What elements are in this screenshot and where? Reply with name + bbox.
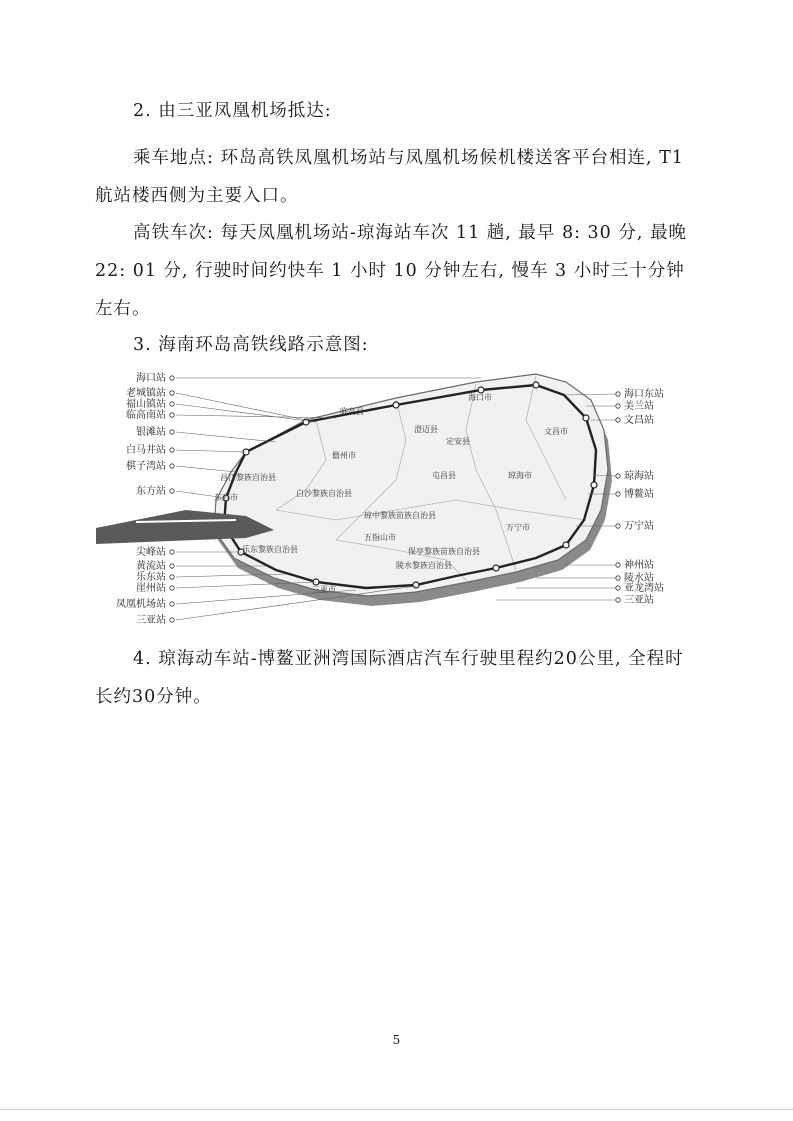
region-label: 临高县: [340, 407, 364, 416]
region-label: 琼海市: [508, 471, 532, 480]
station-label: 黄流站: [136, 561, 166, 572]
region-label: 文昌市: [544, 427, 568, 436]
station-label: 亚龙湾站: [624, 583, 664, 594]
region-label: 昌江黎族自治县: [220, 473, 276, 482]
station-label: 万宁站: [624, 521, 654, 532]
region-label: 保亭黎族苗族自治县: [408, 547, 480, 556]
left-station-labels: [116, 371, 166, 626]
station-label: 临高南站: [126, 410, 166, 421]
right-station-labels: [624, 387, 664, 606]
scan-edge-line: [0, 1109, 793, 1110]
section-3-heading: 3. 海南环岛高铁线路示意图:: [133, 335, 369, 355]
region-label: 陵水黎族自治县: [396, 561, 452, 570]
region-label: 澄迈县: [414, 425, 438, 434]
section-4-text: 4. 琼海动车站-博鳌亚洲湾国际酒店汽车行驶里程约20公里, 全程时长约30分钟。: [95, 649, 684, 707]
station-label: 三亚站: [624, 595, 654, 606]
region-label: 屯昌县: [432, 471, 456, 480]
station-label: 凤凰机场站: [116, 599, 166, 610]
station-label: 福山镇站: [126, 399, 166, 410]
section-2-heading: 2. 由三亚凤凰机场抵达:: [133, 101, 332, 121]
section-2-train-schedule: 高铁车次: 每天凤凰机场站-琼海站车次 11 趟, 最早 8: 30 分, 最晚 22: 01 分, 行驶时间约快车 1 小时 10 分钟左右, 慢车 3 小时三十分钟左右。: [95, 223, 688, 319]
region-label: 万宁市: [506, 523, 530, 532]
region-label: 东方市: [214, 493, 238, 502]
station-label: 博鳌站: [624, 489, 654, 500]
station-label: 东方站: [136, 486, 166, 497]
station-label: 陵水站: [624, 573, 654, 584]
left-label-markers: [170, 376, 174, 622]
station-label: 棋子湾站: [126, 461, 166, 472]
region-label: 儋州市: [332, 451, 356, 460]
station-label: 老城镇站: [126, 388, 166, 399]
region-label: 五指山市: [364, 533, 396, 542]
page-number: 5: [392, 1033, 401, 1047]
region-label: 海口市: [468, 393, 492, 402]
right-label-markers: [616, 392, 620, 602]
hainan-rail-map: [96, 360, 696, 635]
station-label: 银滩站: [136, 427, 166, 438]
region-label: 定安县: [446, 437, 470, 446]
section-2-boarding-location: 乘车地点: 环岛高铁凤凰机场站与凤凰机场候机楼送客平台相连, T1 航站楼西侧为主要入口。: [95, 148, 684, 206]
region-label: 白沙黎族自治县: [296, 489, 352, 498]
station-label: 美兰站: [624, 401, 654, 412]
station-label: 白马井站: [126, 445, 166, 456]
station-label: 海口站: [136, 373, 166, 384]
station-label: 文昌站: [624, 415, 654, 426]
station-label: 海口东站: [624, 389, 664, 400]
region-label: 乐东黎族自治县: [242, 545, 298, 554]
region-label: 三亚市: [312, 585, 336, 594]
station-label: 乐东站: [136, 572, 166, 583]
station-label: 崖州站: [136, 583, 166, 594]
station-label: 尖峰站: [136, 547, 166, 558]
station-label: 琼海站: [624, 471, 654, 482]
station-label: 神州站: [624, 560, 654, 571]
region-label: 琼中黎族苗族自治县: [364, 511, 436, 520]
station-label: 三亚站: [136, 615, 166, 626]
